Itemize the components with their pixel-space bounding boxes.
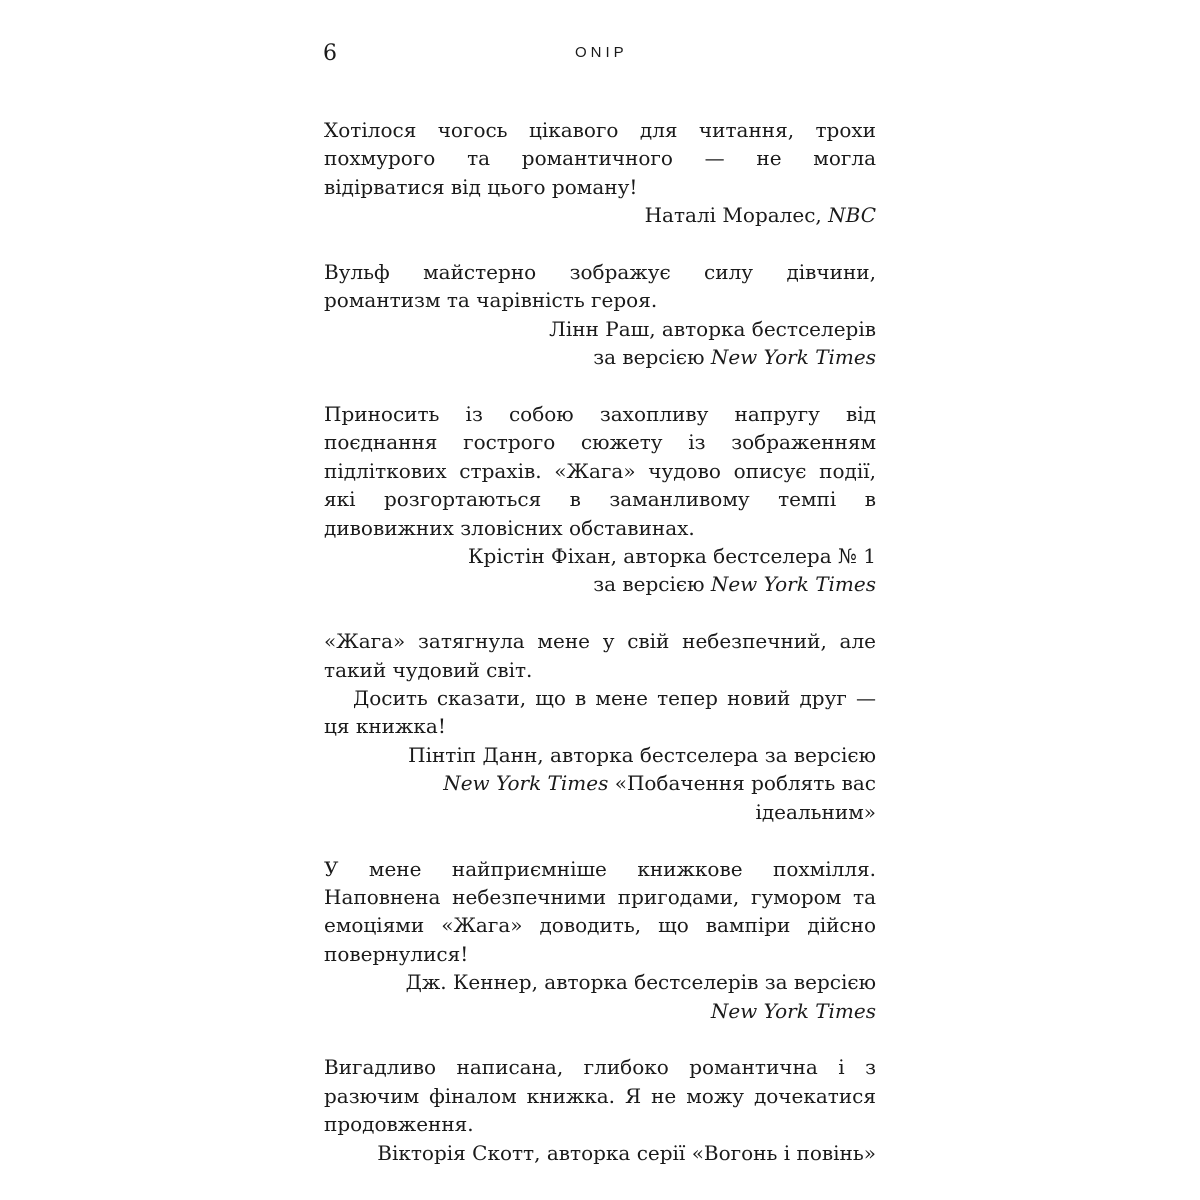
attribution-italic: New York Times <box>443 771 609 796</box>
blurb-paragraph: Досить сказати, що в мене тепер новий друг — ця книжка! <box>324 686 876 739</box>
attribution-line <box>324 968 876 996</box>
blurb-paragraph: Приносить із собою захопливу напругу від поєднання гострого сюжету із зображенням підліткових страхів. «Жага» чудово описує події, які розгортаються в заманливому темпі в дивовижних зловісних обставинах. <box>324 402 876 540</box>
blurb-attribution <box>324 201 876 229</box>
running-head: ONIP <box>575 44 628 61</box>
blurb-paragraph: Вульф майстерно зображує силу дівчини, романтизм та чарівність героя. <box>324 260 876 313</box>
blurb <box>324 627 876 826</box>
attribution-italic: New York Times <box>710 572 876 597</box>
attribution-line <box>324 997 876 1025</box>
attribution-italic: NBC <box>828 203 876 228</box>
attribution-text: за версією <box>593 345 711 370</box>
attribution-line <box>324 315 876 343</box>
blurb-attribution <box>324 315 876 372</box>
attribution-line <box>324 570 876 598</box>
blurb-attribution <box>324 741 876 826</box>
blurb-attribution <box>324 968 876 1025</box>
blurb <box>324 855 876 1025</box>
page-number: 6 <box>323 41 337 66</box>
attribution-text: Дж. Кеннер, авторка бестселерів за версією <box>405 970 876 995</box>
attribution-text: Наталі Моралес, <box>644 203 829 228</box>
attribution-line <box>324 201 876 229</box>
blurb <box>324 258 876 372</box>
blurb-paragraph: «Жага» затягнула мене у свій небезпечний, але такий чудовий світ. <box>324 629 876 682</box>
attribution-line <box>324 542 876 570</box>
blurb-paragraph: У мене найприємніше книжкове похмілля. Наповнена небезпечними пригодами, гумором та емоціями «Жага» доводить, що вампіри дійсно повернулися! <box>324 856 876 966</box>
blurb-attribution <box>324 542 876 599</box>
attribution-text: Крістін Фіхан, авторка бестселера № 1 <box>468 544 876 569</box>
blurb <box>324 400 876 599</box>
attribution-line <box>324 769 876 826</box>
attribution-italic: New York Times <box>710 998 876 1023</box>
blurb-attribution <box>324 1139 876 1167</box>
blurbs-section <box>324 116 876 1195</box>
blurb <box>324 116 876 230</box>
attribution-text: Пінтіп Данн, авторка бестселера за версією <box>408 742 876 767</box>
attribution-line <box>324 1139 876 1167</box>
attribution-line <box>324 741 876 769</box>
blurb-paragraph: Хотілося чогось цікавого для читання, трохи похмурого та романтичного — не могла відірватися від цього роману! <box>324 118 876 199</box>
attribution-text: Лінн Раш, авторка бестселерів <box>549 316 876 341</box>
attribution-text: за версією <box>593 572 711 597</box>
blurb-paragraph: Вигадливо написана, глибоко романтична і з разючим фіналом книжка. Я не можу дочекатися продовження. <box>324 1055 876 1137</box>
attribution-italic: New York Times <box>710 345 876 370</box>
attribution-line <box>324 343 876 371</box>
blurb <box>324 1053 876 1167</box>
attribution-text: «Побачення роблять вас ідеальним» <box>608 771 876 824</box>
attribution-text: Вікторія Скотт, авторка серії «Вогонь і повінь» <box>377 1140 876 1165</box>
